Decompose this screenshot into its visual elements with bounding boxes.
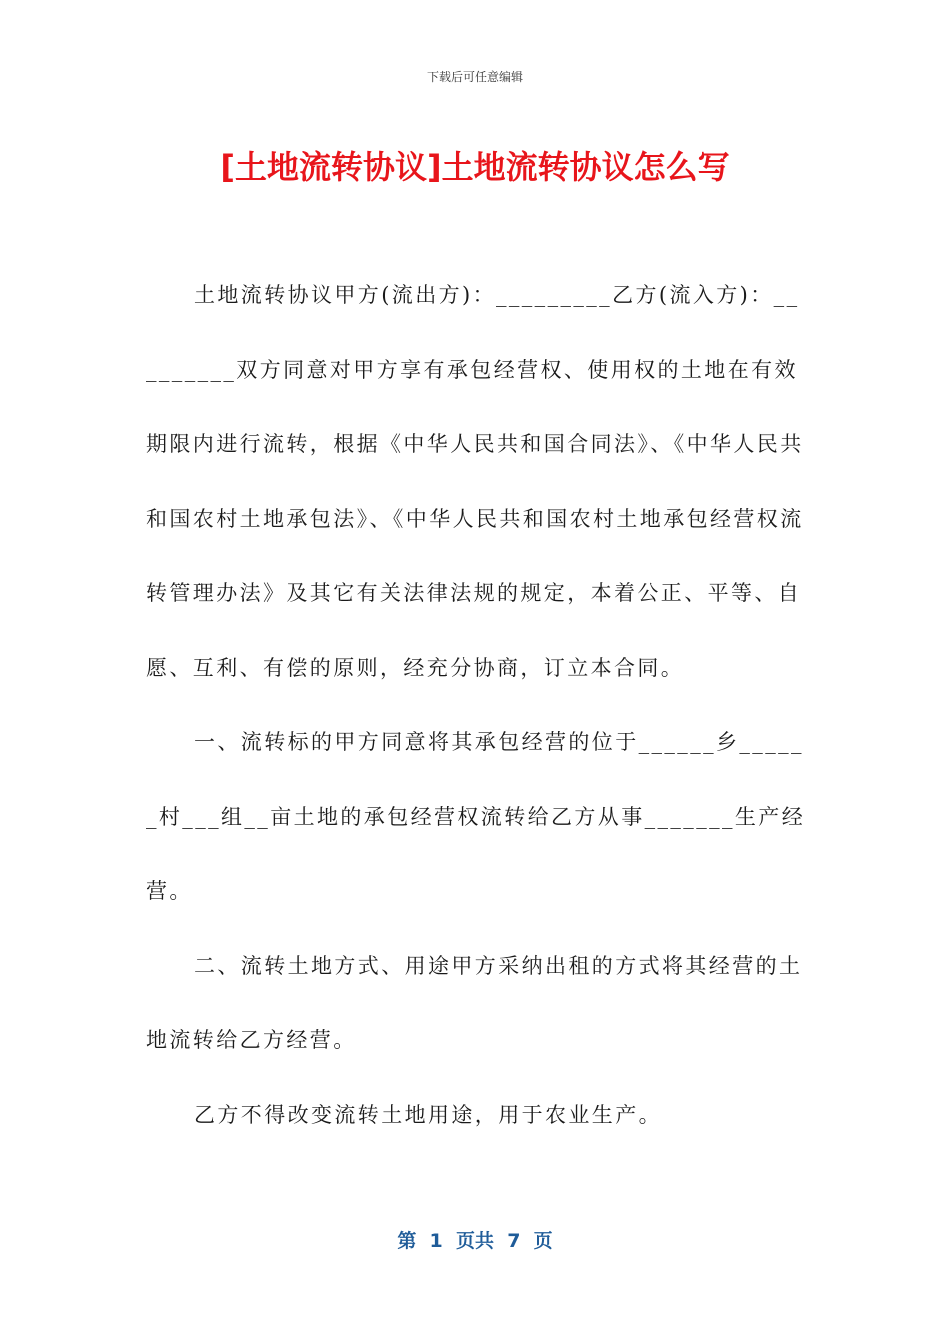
document-title: [土地流转协议]土地流转协议怎么写: [220, 148, 730, 186]
paragraph-section-2: 二、流转土地方式、用途甲方采纳出租的方式将其经营的土地流转给乙方经营。: [146, 953, 803, 1052]
document-body: [146, 258, 806, 1152]
paragraph-section-1: 一、流转标的甲方同意将其承包经营的位于______乡______村___组__亩土地的承包经营权流转给乙方从事_______生产经营。: [146, 730, 806, 903]
download-note: 下载后可任意编辑: [426, 70, 523, 84]
paragraph-land-use: 乙方不得改变流转土地用途，用于农业生产。: [194, 1102, 662, 1127]
page-number-footer: 第 1 页共 7 页: [397, 1230, 553, 1252]
paragraph-intro: 土地流转协议甲方(流出方)：_________乙方(流入方)：_________双方同意对甲方享有承包经营权、使用权的土地在有效期限内进行流转，根据《中华人民共和国合同法》、《中华人民共和国农村土地承包法》、《中华人民共和国农村土地承包经营权流转管理办法》及其它有关法律法规的规定，本着公正、平等、自愿、互利、有偿的原则，经充分协商，订立本合同。: [146, 283, 804, 680]
